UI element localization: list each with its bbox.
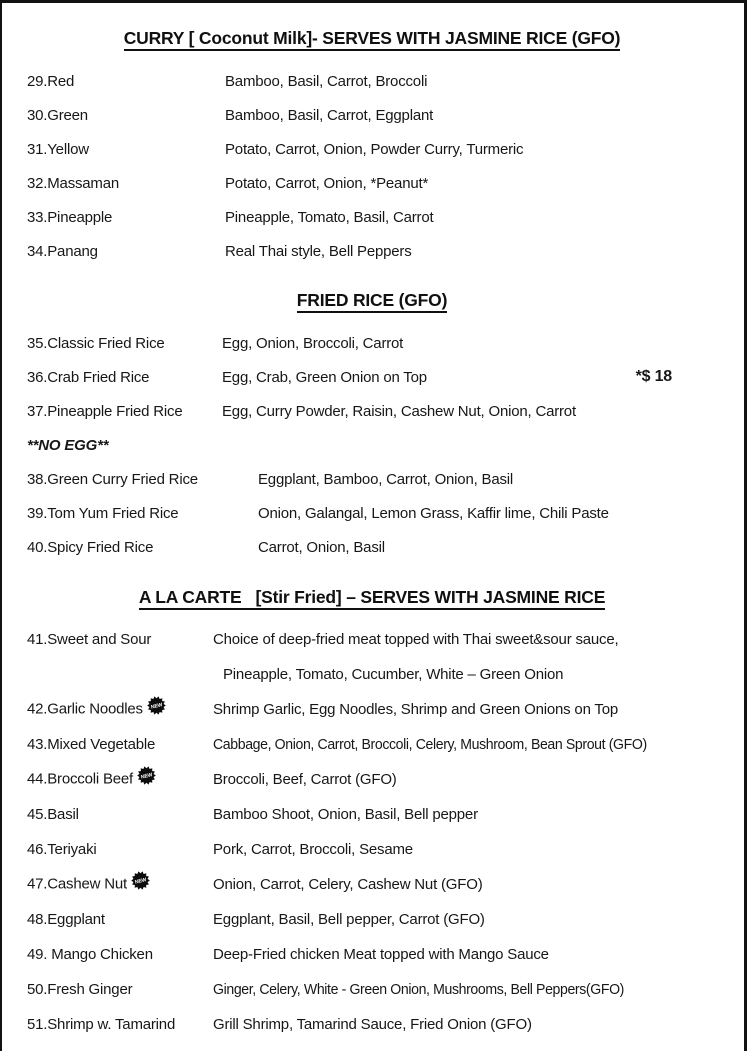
svg-text:NEW: NEW (134, 877, 147, 886)
item-description: Potato, Carrot, Onion, Powder Curry, Turmeric (225, 140, 524, 158)
item-name-label: 33.Pineapple (27, 208, 113, 226)
item-name (27, 73, 225, 90)
item-name (27, 700, 213, 719)
new-badge-icon (131, 871, 150, 890)
item-name (27, 369, 222, 386)
new-badge-icon (137, 766, 156, 785)
menu-item-row (27, 622, 717, 692)
item-name (27, 841, 213, 858)
menu-item-row (27, 200, 717, 234)
item-name-label: 36.Crab Fried Rice (27, 368, 150, 386)
menu-item-row (27, 797, 717, 832)
menu-item-row (27, 132, 717, 166)
item-name-label: 41.Sweet and Sour (27, 631, 152, 648)
item-description-line2: Pineapple, Tomato, Cucumber, White – Green Onion (223, 666, 564, 683)
menu-section-a-la-carte (27, 584, 717, 1042)
item-name (27, 736, 213, 753)
item-description: Bamboo, Basil, Carrot, Eggplant (225, 106, 434, 124)
menu-item-row (27, 902, 717, 937)
item-description: Carrot, Onion, Basil (258, 538, 385, 556)
menu-item-row (27, 727, 717, 762)
no-egg-note: **NO EGG** (27, 436, 109, 454)
item-name-label: 51.Shrimp w. Tamarind (27, 1016, 176, 1033)
item-name-label: 31.Yellow (27, 140, 89, 158)
menu-item-row (27, 360, 717, 394)
section-title: A LA CARTE [Stir Fried] – SERVES WITH JASMINE RICE (139, 587, 605, 610)
menu-item-row (27, 234, 717, 268)
item-name (27, 471, 258, 488)
svg-text:NEW: NEW (140, 772, 154, 781)
section-rows (27, 326, 717, 564)
menu-sections (2, 26, 744, 1042)
item-name-label: 39.Tom Yum Fried Rice (27, 504, 179, 522)
item-name (27, 806, 213, 823)
menu-item-row (27, 98, 717, 132)
item-description: Real Thai style, Bell Peppers (225, 242, 412, 260)
item-name (27, 107, 225, 124)
menu-section-curry (27, 26, 717, 268)
menu-item-row (27, 1007, 717, 1042)
section-heading (27, 288, 717, 312)
menu-item-row (27, 64, 717, 98)
menu-item-row (27, 692, 717, 727)
item-name (27, 209, 225, 226)
menu-item-row (27, 972, 717, 1007)
item-name (27, 770, 213, 789)
item-name-label: 48.Eggplant (27, 911, 105, 928)
item-name-label: 47.Cashew Nut (27, 875, 127, 893)
item-description: Egg, Crab, Green Onion on Top (222, 368, 427, 386)
item-description-line1: Choice of deep-fried meat topped with Thai sweet&sour sauce, (213, 631, 619, 648)
item-description: Cabbage, Onion, Carrot, Broccoli, Celery, Mushroom, Bean Sprout (GFO) (213, 736, 647, 753)
item-description: Egg, Curry Powder, Raisin, Cashew Nut, Onion, Carrot (222, 402, 576, 420)
menu-item-row (27, 867, 717, 902)
menu-item-row (27, 496, 717, 530)
item-name-label: 44.Broccoli Beef (27, 770, 134, 788)
item-description: Bamboo, Basil, Carrot, Broccoli (225, 72, 428, 90)
item-name-label: 46.Teriyaki (27, 841, 97, 858)
section-title: CURRY [ Coconut Milk]- SERVES WITH JASMINE RICE (GFO) (124, 28, 621, 51)
section-heading (27, 584, 717, 610)
item-name (27, 622, 213, 657)
item-name (27, 946, 213, 963)
item-description: Pineapple, Tomato, Basil, Carrot (225, 208, 434, 226)
item-name (27, 243, 225, 260)
item-description: Shrimp Garlic, Egg Noodles, Shrimp and Green Onions on Top (213, 701, 619, 718)
menu-item-row (27, 762, 717, 797)
item-name-label: 42.Garlic Noodles (27, 700, 143, 718)
section-rows (27, 64, 717, 268)
item-name-label: 45.Basil (27, 806, 79, 823)
item-name (27, 1016, 213, 1033)
item-name-label: 40.Spicy Fried Rice (27, 538, 154, 556)
item-description: Deep-Fried chicken Meat topped with Mango Sauce (213, 946, 549, 963)
menu-note-row (27, 428, 717, 462)
item-description: Eggplant, Basil, Bell pepper, Carrot (GFO) (213, 911, 485, 928)
menu-item-row (27, 530, 717, 564)
menu-section-fried-rice (27, 288, 717, 564)
menu-item-row (27, 937, 717, 972)
menu-item-row (27, 166, 717, 200)
item-description: Egg, Onion, Broccoli, Carrot (222, 334, 404, 352)
item-name (27, 911, 213, 928)
item-name-label: 32.Massaman (27, 174, 120, 192)
menu-item-row (27, 394, 717, 428)
item-description: Ginger, Celery, White - Green Onion, Mushrooms, Bell Peppers(GFO) (213, 981, 624, 998)
item-name (27, 403, 222, 420)
item-description: Potato, Carrot, Onion, *Peanut* (225, 174, 429, 192)
item-name-label: 38.Green Curry Fried Rice (27, 470, 198, 488)
item-name (27, 981, 213, 998)
item-name (27, 175, 225, 192)
menu-item-row (27, 326, 717, 360)
item-description: Broccoli, Beef, Carrot (GFO) (213, 771, 397, 788)
item-name-label: 30.Green (27, 106, 88, 124)
section-heading (27, 26, 717, 50)
item-description (213, 622, 717, 692)
section-rows (27, 622, 717, 1042)
item-description: Grill Shrimp, Tamarind Sauce, Fried Onion (GFO) (213, 1016, 532, 1033)
item-name (27, 335, 222, 352)
item-name (27, 505, 258, 522)
item-description: Onion, Galangal, Lemon Grass, Kaffir lime, Chili Paste (258, 504, 609, 522)
item-name-label: 34.Panang (27, 242, 98, 260)
item-description: Onion, Carrot, Celery, Cashew Nut (GFO) (213, 876, 483, 893)
item-name-label: 29.Red (27, 72, 75, 90)
item-name-label: 50.Fresh Ginger (27, 981, 133, 998)
item-name (27, 141, 225, 158)
item-description: Bamboo Shoot, Onion, Basil, Bell pepper (213, 806, 478, 823)
item-description: Pork, Carrot, Broccoli, Sesame (213, 841, 413, 858)
item-name (27, 875, 213, 894)
svg-text:NEW: NEW (150, 702, 163, 711)
item-name-label: 37.Pineapple Fried Rice (27, 402, 183, 420)
item-price: *$ 18 (635, 368, 672, 385)
new-badge-icon (147, 696, 166, 715)
item-description: Eggplant, Bamboo, Carrot, Onion, Basil (258, 470, 514, 488)
section-title: FRIED RICE (GFO) (297, 290, 447, 313)
item-name-label: 49. Mango Chicken (27, 946, 153, 963)
menu-item-row (27, 462, 717, 496)
menu-item-row (27, 832, 717, 867)
item-name-label: 43.Mixed Vegetable (27, 736, 156, 753)
item-name-label: 35.Classic Fried Rice (27, 334, 165, 352)
item-name (27, 539, 258, 556)
